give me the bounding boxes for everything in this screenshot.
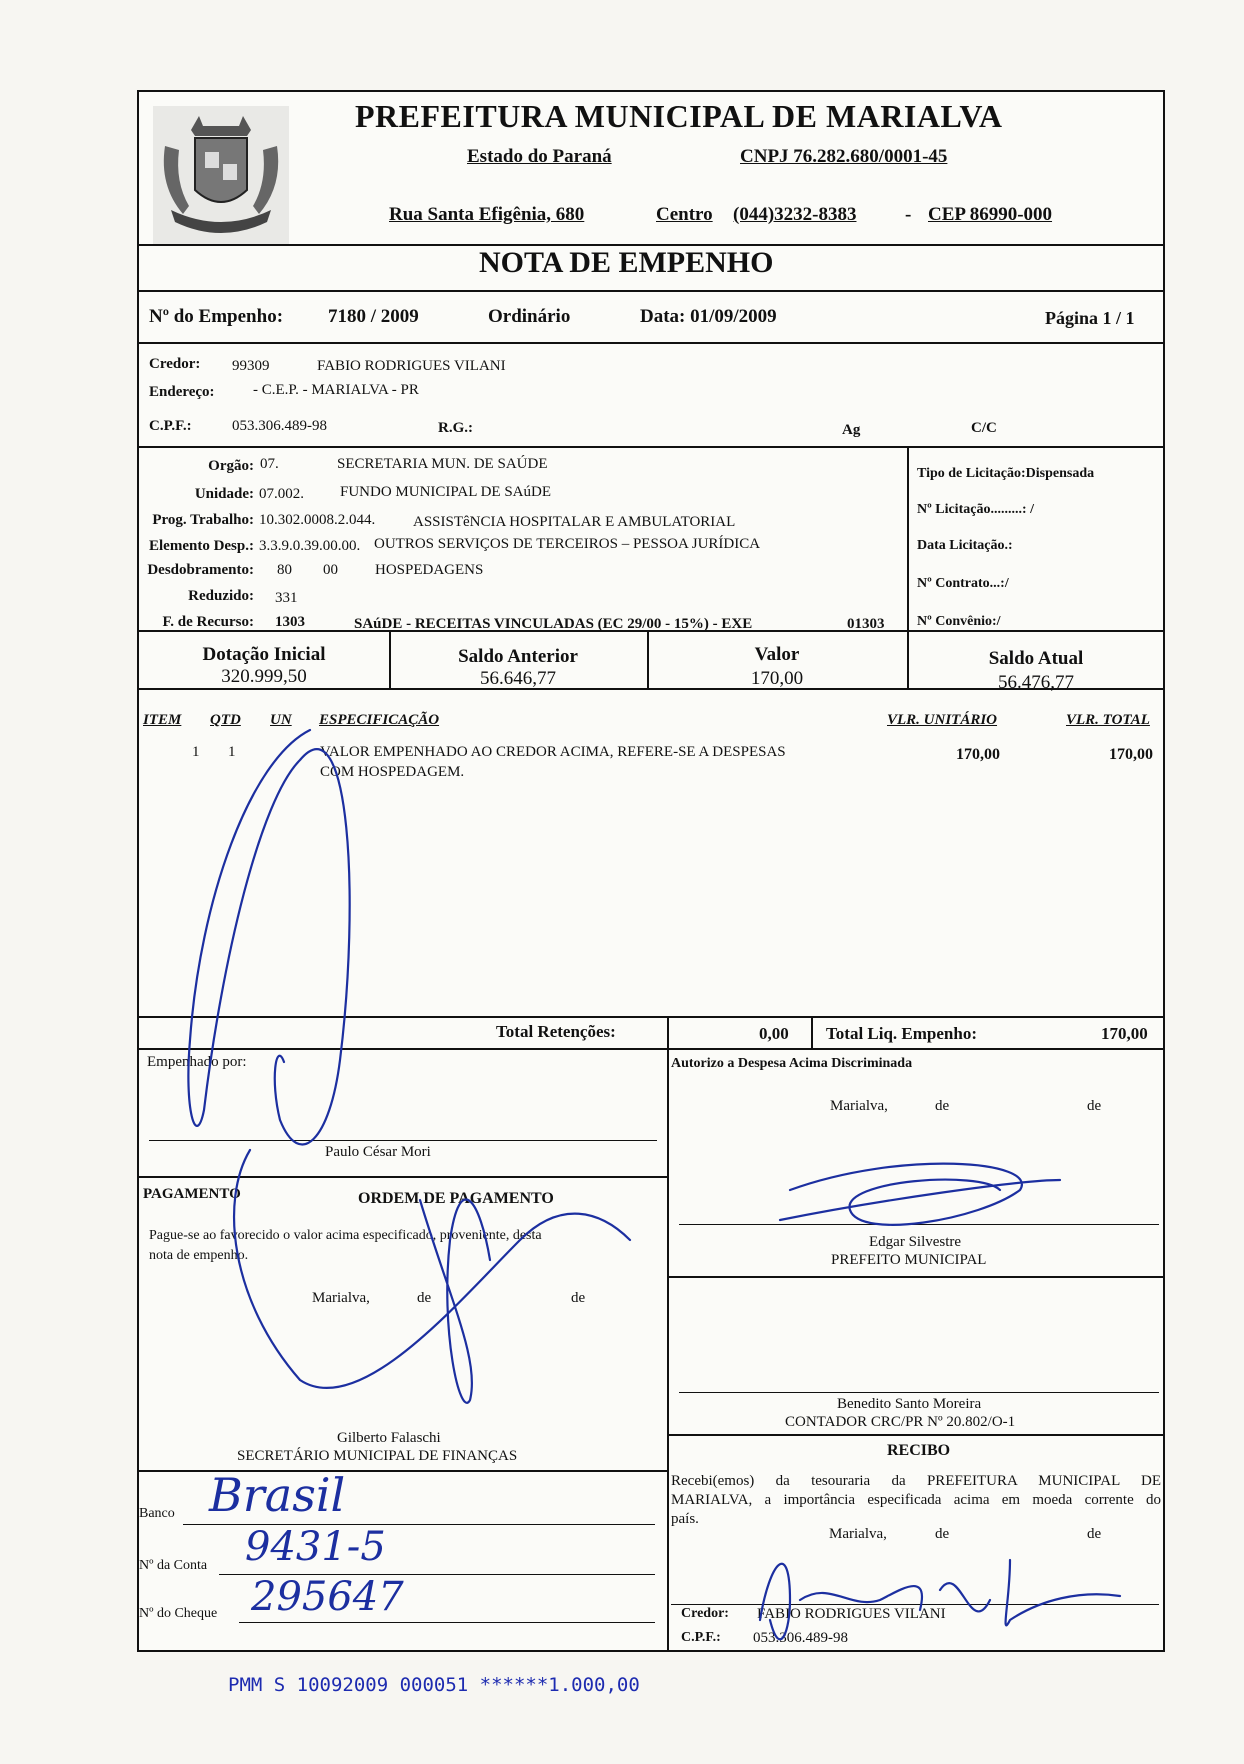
cpf-value: 053.306.489-98	[232, 418, 327, 434]
reduzido-code: 331	[275, 590, 298, 606]
licitacao-num: Nº Licitação.........: /	[917, 502, 1034, 517]
orgao-desc: SECRETARIA MUN. DE SAÚDE	[337, 456, 548, 472]
desd-b: 00	[323, 562, 338, 578]
recibo-text-2: MARIALVA, a importância especificada acima em moeda corrente do	[671, 1492, 1161, 1508]
valor-value: 170,00	[750, 668, 804, 689]
unidade-desc: FUNDO MUNICIPAL DE SAúDE	[340, 484, 551, 500]
prog-code: 10.302.0008.2.044.	[259, 512, 376, 528]
contador-role: CONTADOR CRC/PR Nº 20.802/O-1	[785, 1414, 1016, 1430]
fonte-label: F. de Recurso:	[162, 614, 254, 630]
anterior-value: 56.646,77	[480, 668, 556, 689]
credor-code: 99309	[232, 358, 270, 374]
reduzido-label: Reduzido:	[188, 588, 254, 604]
prefeito-role: PREFEITO MUNICIPAL	[831, 1252, 987, 1268]
liq-label: Total Liq. Empenho:	[826, 1024, 977, 1043]
recibo-cpf-label: C.P.F.:	[681, 1630, 721, 1645]
secretario-signature-stroke	[234, 1150, 630, 1403]
fonte-num: 01303	[847, 616, 885, 632]
recibo-cpf-value: 053.306.489-98	[753, 1630, 848, 1646]
prog-desc: ASSISTêNCIA HOSPITALAR E AMBULATORIAL	[413, 514, 736, 530]
secretario-role: SECRETÁRIO MUNICIPAL DE FINANÇAS	[237, 1448, 518, 1464]
pagamento-label: PAGAMENTO	[143, 1186, 241, 1202]
banco-value: Brasil	[209, 1468, 346, 1522]
autorizo-de-2: de	[1087, 1098, 1102, 1114]
contador-name: Benedito Santo Moreira	[837, 1396, 982, 1412]
empenho-number: 7180 / 2009	[328, 306, 419, 327]
cc-label: C/C	[971, 420, 997, 436]
unidade-label: Unidade:	[194, 486, 254, 502]
prog-label: Prog. Trabalho:	[152, 512, 254, 528]
atual-label: Saldo Atual	[988, 648, 1084, 669]
recibo-text-3: país.	[671, 1511, 699, 1527]
autorizo-de-1: de	[935, 1098, 950, 1114]
cpf-label: C.P.F.:	[149, 418, 192, 434]
cheque-label: Nº do Cheque	[139, 1606, 218, 1621]
dotacao-value: 320.999,50	[221, 666, 307, 687]
elem-label: Elemento Desp.:	[149, 538, 254, 554]
autorizo-city: Marialva,	[830, 1098, 888, 1114]
header-phone: (044)3232-8383	[733, 204, 857, 225]
prefeito-name: Edgar Silvestre	[869, 1234, 962, 1250]
desd-a: 80	[277, 562, 292, 578]
licitacao-tipo: Tipo de Licitação:Dispensada	[917, 466, 1095, 481]
empenhado-signature-stroke	[188, 730, 349, 1144]
header-centro: Centro	[656, 204, 713, 225]
licitacao-contrato: Nº Contrato...:/	[917, 576, 1009, 591]
pagamento-text-2: nota de empenho.	[149, 1248, 249, 1263]
elem-desc: OUTROS SERVIÇOS DE TERCEIROS – PESSOA JURÍDICA	[374, 536, 761, 552]
credor-label: Credor:	[149, 356, 201, 372]
header-dash: -	[905, 204, 912, 225]
ordem-label: ORDEM DE PAGAMENTO	[358, 1190, 554, 1207]
anterior-label: Saldo Anterior	[458, 646, 578, 667]
desd-label: Desdobramento:	[147, 562, 254, 578]
conta-value: 9431-5	[245, 1524, 386, 1570]
ag-label: Ag	[842, 422, 861, 438]
col-unit: VLR. UNITÁRIO	[887, 712, 998, 728]
credor-name: FABIO RODRIGUES VILANI	[317, 358, 506, 374]
recibo-credor-name: FABIO RODRIGUES VILANI	[757, 1606, 946, 1622]
header-address: Rua Santa Efigênia, 680	[389, 204, 585, 225]
header-cep: CEP 86990-000	[928, 204, 1053, 225]
doc-title: NOTA DE EMPENHO	[479, 246, 774, 279]
empenho-type: Ordinário	[488, 306, 571, 327]
row-item: 1	[192, 744, 200, 760]
col-un: UN	[270, 712, 292, 728]
row-qtd: 1	[228, 744, 236, 760]
empenho-date: Data: 01/09/2009	[640, 306, 777, 327]
atual-value: 56.476,77	[998, 672, 1074, 693]
fonte-desc: SAúDE - RECEITAS VINCULADAS (EC 29/00 - 15%) - EXE	[354, 616, 753, 632]
header-state: Estado do Paraná	[467, 146, 612, 167]
banco-label: Banco	[139, 1506, 175, 1521]
unidade-code: 07.002.	[259, 486, 304, 502]
row-total: 170,00	[1109, 746, 1153, 763]
cheque-value: 295647	[251, 1574, 404, 1620]
conta-label: Nº da Conta	[139, 1558, 208, 1573]
pagamento-de-2: de	[571, 1290, 586, 1306]
orgao-code: 07.	[260, 456, 279, 472]
elem-code: 3.3.9.0.39.00.00.	[259, 538, 361, 554]
autorizo-label: Autorizo a Despesa Acima Discriminada	[671, 1056, 913, 1071]
endereco-label: Endereço:	[149, 384, 215, 400]
col-item: ITEM	[143, 712, 182, 728]
secretario-name: Gilberto Falaschi	[337, 1430, 441, 1446]
valor-label: Valor	[754, 644, 800, 665]
pagamento-city: Marialva,	[312, 1290, 370, 1306]
empenhado-label: Empenhado por:	[147, 1054, 247, 1070]
dotacao-label: Dotação Inicial	[202, 644, 326, 665]
col-total: VLR. TOTAL	[1066, 712, 1150, 728]
orgao-label: Orgão:	[208, 458, 254, 474]
recibo-de-1: de	[935, 1526, 950, 1542]
empenhado-name: Paulo César Mori	[325, 1144, 431, 1160]
recibo-text-1: Recebi(emos) da tesouraria da PREFEITURA MUNICIPAL DE	[671, 1473, 1161, 1489]
row-espec-2: COM HOSPEDAGEM.	[320, 764, 465, 780]
pagamento-text-1: Pague-se ao favorecido o valor acima especificado, proveniente, desta	[149, 1228, 542, 1243]
endereco-value: - C.E.P. - MARIALVA - PR	[253, 382, 419, 398]
recibo-city: Marialva,	[829, 1526, 887, 1542]
fonte-code: 1303	[275, 614, 305, 630]
header-cnpj: CNPJ 76.282.680/0001-45	[740, 146, 948, 167]
rg-label: R.G.:	[438, 420, 473, 436]
empenho-number-label: Nº do Empenho:	[149, 306, 284, 327]
bank-stamp: PMM S 10092009 000051 ******1.000,00	[228, 1674, 640, 1696]
page-number: Página 1 / 1	[1045, 308, 1135, 328]
desd-desc: HOSPEDAGENS	[375, 562, 484, 578]
pagamento-de-1: de	[417, 1290, 432, 1306]
licitacao-convenio: Nº Convênio:/	[917, 614, 1001, 629]
liq-value: 170,00	[1101, 1024, 1148, 1043]
recibo-credor-label: Credor:	[681, 1606, 729, 1621]
recibo-de-2: de	[1087, 1526, 1102, 1542]
prefeito-signature-stroke	[780, 1164, 1060, 1225]
retencoes-label: Total Retenções:	[496, 1022, 616, 1041]
credor-signature-stroke	[760, 1560, 1120, 1639]
recibo-title: RECIBO	[887, 1442, 951, 1459]
retencoes-value: 0,00	[759, 1024, 789, 1043]
licitacao-data: Data Licitação.:	[917, 538, 1013, 553]
col-espec: ESPECIFICAÇÃO	[319, 712, 440, 728]
row-espec-1: VALOR EMPENHADO AO CREDOR ACIMA, REFERE-SE A DESPESAS	[320, 744, 786, 760]
col-qtd: QTD	[210, 712, 241, 728]
row-unit: 170,00	[956, 746, 1000, 763]
header-title: PREFEITURA MUNICIPAL DE MARIALVA	[355, 98, 1003, 134]
